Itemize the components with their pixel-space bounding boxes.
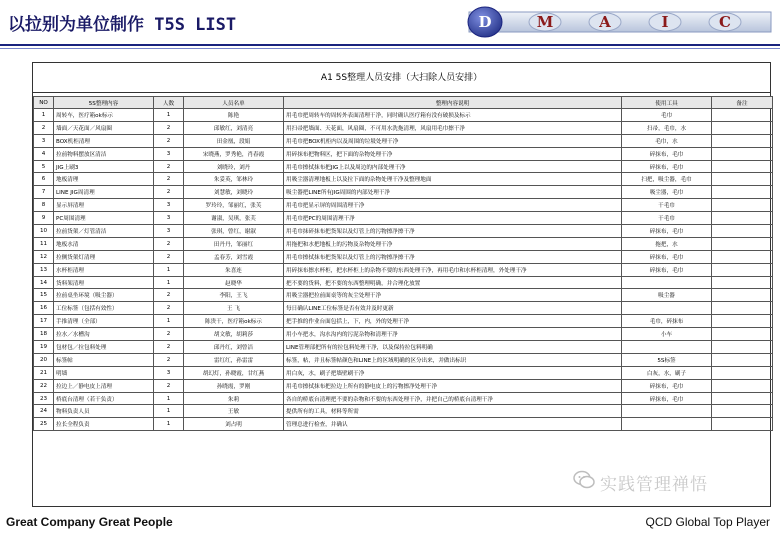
table-cell: 2 [154,379,184,392]
table-cell [712,302,773,315]
table-cell: 拉前物料摆放区清洁 [54,147,154,160]
table-cell: 3 [154,366,184,379]
table-cell: 张琪，曾红，谢淑 [184,225,284,238]
table-cell [712,341,773,354]
table-cell: 每日确认LINE工位标签是否有效并及时更新 [284,302,622,315]
table-cell: 1 [34,109,54,122]
table-row [34,121,773,134]
table-cell: 6 [34,173,54,186]
phase-label-c: C [719,13,731,31]
table-cell: 8 [34,199,54,212]
table-cell: 拉前货架／灯管清洁 [54,225,154,238]
table-cell: 15 [34,289,54,302]
table-row [34,263,773,276]
table-cell: 23 [34,392,54,405]
table-cell: 朱喜连 [184,263,284,276]
table-cell [712,263,773,276]
table-cell: 2 [154,173,184,186]
table-cell: 2 [154,302,184,315]
table-cell [712,237,773,250]
table-cell: 拉侧货架灯清理 [54,250,154,263]
table-cell [712,418,773,431]
column-header: 备注 [712,97,773,109]
table-cell: BOX机柜清理 [54,134,154,147]
table-cell: 碎抹布，毛巾 [622,392,712,405]
table-cell: 碎抹布，毛巾 [622,147,712,160]
table-cell: 2 [154,121,184,134]
table-cell: 用碎抹布把物料区，把下面的杂物处理干净 [284,147,622,160]
table-cell: 用白灰，水，刷子把墙壁刷干净 [284,366,622,379]
sheet-caption: A1 5S整理人员安排（大扫除人员安排） [33,63,770,93]
table-cell: 孙晓霞，罗刚 [184,379,284,392]
phase-label-d: D [478,13,492,31]
header-rule [0,44,780,46]
table-cell [712,186,773,199]
table-body [34,109,773,431]
table-cell: 孟春芳，刘雪霞 [184,250,284,263]
column-header: NO [34,97,54,109]
table-cell: 碎抹布，毛巾 [622,263,712,276]
table-cell: 水杯柜清理 [54,263,154,276]
phase-d [468,7,502,37]
table-cell [712,405,773,418]
table-cell: 提供所有的工具，材料等所需 [284,405,622,418]
table-cell: 11 [34,237,54,250]
table-row [34,405,773,418]
phase-label-i: I [661,13,669,31]
table-cell: 17 [34,315,54,328]
table-cell: 朱妥英，邹林玲 [184,173,284,186]
table-cell: 标签，帖，并且标签帖颜色和LINE上的区域明确的区分出来，并做出标识 [284,353,622,366]
table-cell [712,379,773,392]
wechat-icon [572,468,596,492]
table-cell: 2 [154,353,184,366]
table-cell: 用毛巾把显示屏的周围清理干净 [284,199,622,212]
table-cell [622,276,712,289]
schedule-sheet [32,62,771,507]
table-cell [712,212,773,225]
table-cell: 邱丹红，刘曾洁 [184,341,284,354]
table-cell: 田金凰，段娟 [184,134,284,147]
table-cell: LINE管理部把所有的拉包料处理干净，以及保持拉包料明确 [284,341,622,354]
table-cell: 地板水清 [54,237,154,250]
table-cell: 谢淑，吴琪，张芙 [184,212,284,225]
table-cell [712,250,773,263]
table-cell: 墙面／天花面／风扇圈 [54,121,154,134]
table-cell [712,276,773,289]
table-cell: 用小车把水，沟水沟内的污泥杂物和清理干净 [284,328,622,341]
table-row [34,353,773,366]
table-cell: 吸尘器 [622,289,712,302]
table-cell: 13 [34,263,54,276]
table-cell: 用碎抹布擦水杯柜，把水杯柜上的杂物不要的东西处理干净，再用毛巾和水杯柜清理，外处理干净 [284,263,622,276]
phase-label-a: A [599,13,611,31]
table-cell: 2 [154,328,184,341]
table-cell [712,289,773,302]
phase-c [709,13,741,31]
table-cell: 邱敏红，刘清亮 [184,121,284,134]
table-cell: 朱莉 [184,392,284,405]
column-header: 使用工具 [622,97,712,109]
header-rule-thin [0,48,780,49]
phase-label-m: M [536,13,554,31]
table-header-row [34,97,773,109]
schedule-table [33,96,773,431]
table-cell: 刘晓玲，刘丹 [184,160,284,173]
table-cell: 1 [154,315,184,328]
table-cell: 碎抹布，毛巾 [622,225,712,238]
table-row [34,199,773,212]
table-cell: 用毛巾擦拭抹布把货架以及灯管上的污物擦净擦干净 [284,250,622,263]
table-cell: 扫帚，毛巾，水 [622,121,712,134]
table-cell: 用扫帚把墙面、天花面，风扇圈，不可用水洗拖清理，风扇用毛巾擦干净 [284,121,622,134]
page-header [0,0,780,44]
table-cell: 碎抹布，毛巾 [622,379,712,392]
table-cell: 把手推的作业台面包括上，下，内，外的处理干净 [284,315,622,328]
table-row [34,225,773,238]
table-cell: 2 [154,237,184,250]
table-cell: 把不要的货料，把不要的东西整理明确，并合理化放置 [284,276,622,289]
table-cell: 7 [34,186,54,199]
table-cell: 胡文敏，胡莉莎 [184,328,284,341]
table-cell: 陈艳 [184,109,284,122]
table-cell: 物料负责人员 [54,405,154,418]
table-cell: 2 [154,160,184,173]
table-cell: 25 [34,418,54,431]
table-cell: 货料架清理 [54,276,154,289]
table-cell: 1 [154,418,184,431]
table-cell: 刘慧敏，刘晓玲 [184,186,284,199]
table-cell: 罗玲玲，邹丽红，张芙 [184,199,284,212]
table-cell: 用毛巾擦拭抹布把拉边上所有的静电皮上的污物擦净处理干净 [284,379,622,392]
table-cell: 拉水／水槽沟 [54,328,154,341]
table-row [34,186,773,199]
table-cell: 赵晓华 [184,276,284,289]
table-cell: 吸尘器把LINE所有JIG周围的内部处理干净 [284,186,622,199]
table-cell: 碎抹布，毛巾 [622,250,712,263]
phase-m [529,13,561,31]
table-row [34,315,773,328]
table-cell: 5S标签 [622,353,712,366]
table-cell: 各自的桥底台清理把不要的杂物和不要的东西处理干净，并把自己的桥底台清理干净 [284,392,622,405]
table-row [34,289,773,302]
table-cell: 刘占明 [184,418,284,431]
table-cell: 标签帖 [54,353,154,366]
table-cell: 16 [34,302,54,315]
table-cell: 用毛巾擦拭抹布把JIG上以及周边的内部处理干净 [284,160,622,173]
table-cell [622,418,712,431]
page-title: 以拉别为单位制作 T5S LIST [8,15,237,35]
table-row [34,212,773,225]
table-cell: 10 [34,225,54,238]
table-cell [712,366,773,379]
table-cell: 地板清理 [54,173,154,186]
table-cell: 2 [154,341,184,354]
table-cell: 1 [154,392,184,405]
table-cell: 21 [34,366,54,379]
table-cell: 2 [154,186,184,199]
table-cell: 1 [154,405,184,418]
table-row [34,237,773,250]
table-cell: 包材包／拉包料处理 [54,341,154,354]
table-cell: 周转车，医疗箱ok标示 [54,109,154,122]
table-row [34,276,773,289]
column-header: 整理内容说明 [284,97,622,109]
table-cell: 3 [34,134,54,147]
table-cell: 24 [34,405,54,418]
table-cell [622,405,712,418]
table-cell: 干毛巾 [622,212,712,225]
phase-a [589,13,621,31]
table-cell: 用毛巾把BOX机柜内以及周围的垃圾处理干净 [284,134,622,147]
table-cell [712,392,773,405]
table-row [34,328,773,341]
table-cell: 3 [154,225,184,238]
table-row [34,160,773,173]
table-cell: 1 [154,263,184,276]
table-cell: 胡幻灯，孙晓霞，甘红燕 [184,366,284,379]
column-header: 人员名单 [184,97,284,109]
table-cell [712,315,773,328]
column-header: 5S整理内容 [54,97,154,109]
table-cell [712,147,773,160]
table-cell: 18 [34,328,54,341]
table-cell: 雷红红，孙雷雷 [184,353,284,366]
table-cell: 显示屏清理 [54,199,154,212]
table-cell: 9 [34,212,54,225]
table-cell [712,134,773,147]
table-cell [712,173,773,186]
table-cell [622,302,712,315]
table-cell: 扫把，吸尘器，毛巾 [622,173,712,186]
table-cell: 毛巾，碎抹布 [622,315,712,328]
table-cell: 3 [154,212,184,225]
table-cell: 用吸尘器清理地板上以及拉下面的杂物处理干净及整理地面 [284,173,622,186]
table-cell: 小车 [622,328,712,341]
footer-slogan-left: Great Company Great People [6,515,173,529]
table-cell [712,199,773,212]
table-cell: 4 [34,147,54,160]
table-row [34,134,773,147]
table-cell: 李阳，王飞 [184,289,284,302]
table-cell: 3 [154,147,184,160]
table-cell: 用毛巾把周转车的周转外表面清理干净，同时确认医疗箱有没有破损及标示 [284,109,622,122]
table-cell [712,353,773,366]
table-cell: 王 飞 [184,302,284,315]
phase-i [649,13,681,31]
table-cell: 3 [154,199,184,212]
table-cell: 2 [154,250,184,263]
table-row [34,392,773,405]
table-cell: 12 [34,250,54,263]
table-cell: 碎抹布，毛巾 [622,160,712,173]
table-cell: 陈贵干，医疗箱ok标示 [184,315,284,328]
table-cell: 手推清理（全部） [54,315,154,328]
table-cell: 14 [34,276,54,289]
table-cell: 5 [34,160,54,173]
table-cell: 干毛巾 [622,199,712,212]
table-cell: 1 [154,276,184,289]
table-cell [622,341,712,354]
table-cell: 管理总进行检查，并确认 [284,418,622,431]
table-cell: 拉边上／静电皮上清理 [54,379,154,392]
table-cell: 吸尘器，毛巾 [622,186,712,199]
table-row [34,418,773,431]
table-row [34,109,773,122]
table-cell: 19 [34,341,54,354]
table-cell [712,160,773,173]
table-row [34,250,773,263]
table-row [34,379,773,392]
table-cell [712,109,773,122]
table-cell: 宋晓燕，罗秀艳，肖春霞 [184,147,284,160]
table-cell: 拖把，水 [622,237,712,250]
table-cell: JIG上刷3 [54,160,154,173]
table-cell: 白灰，水，刷子 [622,366,712,379]
watermark-text: 实践管理禅悟 [600,475,708,495]
table-cell [712,225,773,238]
table-cell [712,328,773,341]
table-cell: 王敏 [184,405,284,418]
table-cell: 1 [154,109,184,122]
table-cell: 2 [34,121,54,134]
table-cell: 20 [34,353,54,366]
table-cell: 工位标签（包括有效性） [54,302,154,315]
table-cell: 22 [34,379,54,392]
table-cell: 明墙 [54,366,154,379]
table-cell [712,121,773,134]
dmaic-phase-bar [455,6,775,38]
table-cell: 毛巾 [622,109,712,122]
table-cell: 用毛巾抹碎抹布把货架以及灯管上的污物擦净擦干净 [284,225,622,238]
table-row [34,366,773,379]
table-row [34,173,773,186]
table-row [34,147,773,160]
table-cell: 毛巾，水 [622,134,712,147]
table-cell: 拉前桌坐环境（吸尘器） [54,289,154,302]
table-cell: LINE JIG周清理 [54,186,154,199]
table-row [34,302,773,315]
table-row [34,341,773,354]
table-cell: 拉长全程负责 [54,418,154,431]
table-cell: 田丹丹，邹丽红 [184,237,284,250]
table-cell: 用拖把和水把地板上的污物及杂物处理干净 [284,237,622,250]
table-cell: 桥底台清理（若干负责） [54,392,154,405]
table-cell: 2 [154,289,184,302]
footer-slogan-right: QCD Global Top Player [645,515,770,529]
table-cell: PC周围清理 [54,212,154,225]
table-cell: 用毛巾把PC的周围清理干净 [284,212,622,225]
table-cell: 2 [154,134,184,147]
column-header: 人数 [154,97,184,109]
table-cell: 用吸尘器把拉前面桌等的灰尘处理干净 [284,289,622,302]
